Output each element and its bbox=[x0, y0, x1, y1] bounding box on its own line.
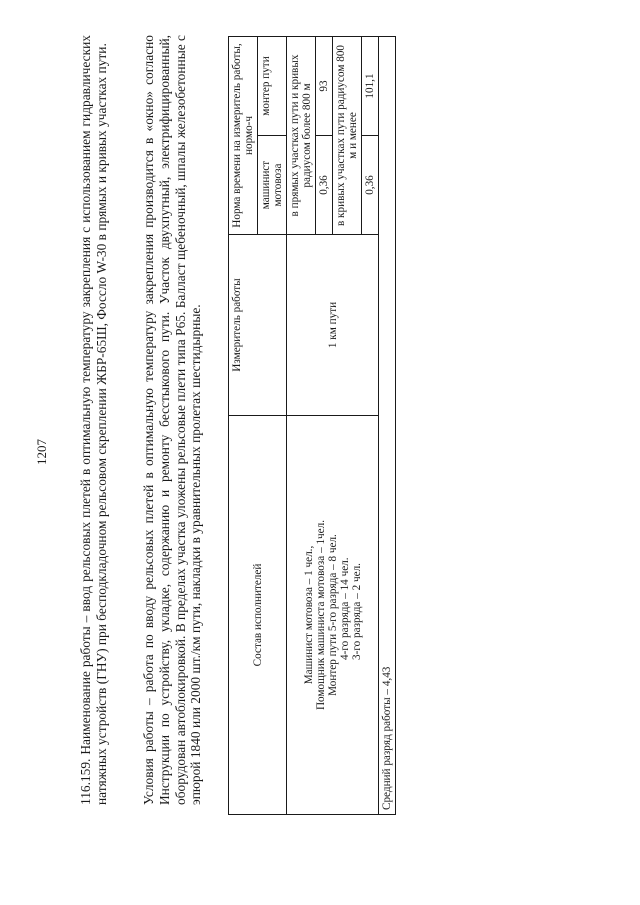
worker-line: Помощник машиниста мотовоза – 1чел. bbox=[314, 519, 327, 711]
value-curve-fitter: 101,1 bbox=[362, 37, 379, 136]
worker-line: Машинист мотовоза – 1 чел., bbox=[302, 545, 315, 685]
table-header-row bbox=[229, 37, 258, 815]
average-grade: Средний разряд работы – 4,43 bbox=[379, 37, 396, 815]
workers-cell bbox=[287, 416, 379, 815]
subheader-fitter: монтер пути bbox=[258, 37, 287, 136]
subheader-driver: машинист мотовоза bbox=[258, 136, 287, 235]
page-number: 1207 bbox=[34, 439, 49, 465]
header-norm: Норма времени на измеритель работы, нормо-ч bbox=[229, 37, 258, 235]
table-footer-row bbox=[379, 37, 396, 815]
work-conditions-paragraph: Условия работы – работа по вводу рельсовых плетей в оптимальную температуру закрепления производится в «окно» согласно Инструкции по устройству, укладке, содержанию и ремонту бесстыкового пути. Участок двухпутный, электрифицированный, оборудован автоблокировкой. В пределах участка уложены рельсовые плети типа Р65. Балласт щебеночный, шпалы железобетонные с эпюрой 1840 или 2000 шт./км пути, накладки в уравнительных пролетах шестидырные. bbox=[141, 35, 204, 805]
worker-line: 3-го разряда – 2 чел. bbox=[350, 563, 363, 660]
norms-table bbox=[228, 36, 396, 815]
table-row bbox=[287, 37, 316, 815]
work-title-paragraph: 116.159. Наименование работы – ввод рельсовых плетей в оптимальную температуру закрепления с использованием гидравлических натяжных устройств (ГНУ) при бесподкладочном рельсовом скреплении ЖБР-65Ш, Фоссло W-30 в прямых и кривых участках пути. bbox=[78, 35, 109, 805]
condition-curve: в кривых участках пути радиусом 800 м и менее bbox=[333, 37, 362, 235]
meter-value: 1 км пути bbox=[287, 235, 379, 416]
worker-line: 4-го разряда – 14 чел. bbox=[338, 557, 351, 660]
value-straight-fitter: 93 bbox=[316, 37, 333, 136]
condition-straight: в прямых участках пути и кривых радиусом более 800 м bbox=[287, 37, 316, 235]
header-composition: Состав исполнителей bbox=[229, 416, 287, 815]
value-straight-driver: 0,36 bbox=[316, 136, 333, 235]
value-curve-driver: 0,36 bbox=[362, 136, 379, 235]
header-meter: Измеритель работы bbox=[229, 235, 287, 416]
worker-line: Монтер пути 5-го разряда – 8 чел. bbox=[326, 534, 339, 696]
